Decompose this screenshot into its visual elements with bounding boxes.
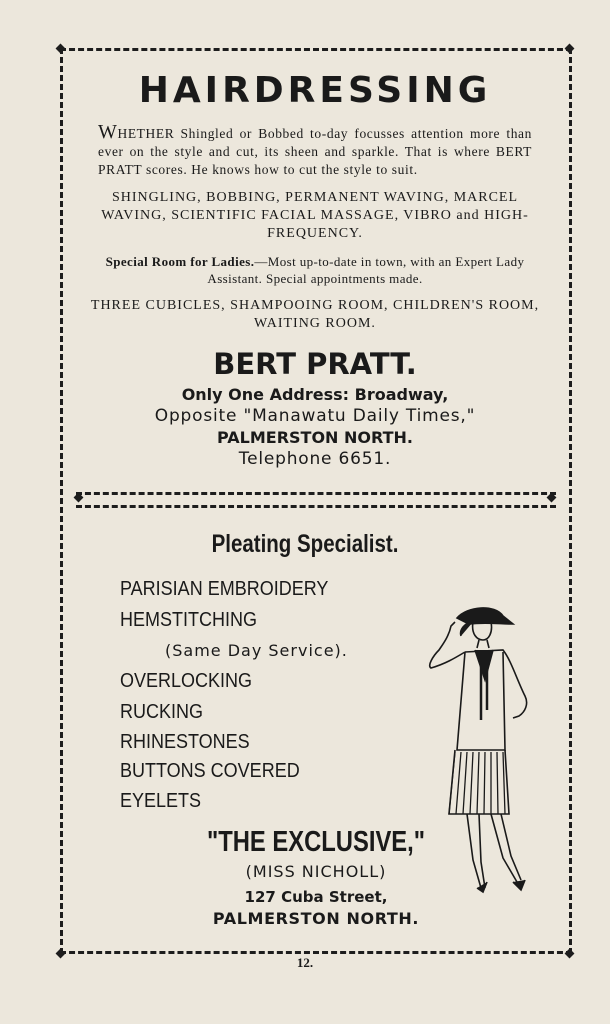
- service-item: PARISIAN EMBROIDERY: [120, 578, 329, 600]
- page-number: 12.: [296, 955, 314, 970]
- service-note: (Same Day Service).: [165, 641, 348, 660]
- rooms-list: THREE CUBICLES, SHAMPOOING ROOM, CHILDREN'S ROOM, WAITING ROOM.: [90, 298, 540, 331]
- intro-paragraph: [98, 121, 532, 179]
- opposite-line: Opposite "Manawatu Daily Times,": [154, 406, 476, 426]
- service-item: HEMSTITCHING: [120, 609, 257, 631]
- pleating-city: PALMERSTON NORTH.: [212, 909, 420, 928]
- proprietor: (MISS NICHOLL): [245, 862, 387, 881]
- ladies-room-lead: Special Room for Ladies.: [105, 254, 255, 269]
- shop-name-text: "THE EXCLUSIVE,": [206, 826, 426, 858]
- telephone-line: Telephone 6651.: [238, 449, 392, 469]
- ladies-room-note: [90, 253, 540, 287]
- section-divider: [76, 492, 556, 495]
- service-item: RHINESTONES: [120, 731, 250, 753]
- fashion-woman-illustration: [425, 600, 540, 910]
- service-item: RUCKING: [120, 701, 204, 723]
- service-item: OVERLOCKING: [120, 670, 253, 692]
- ad-title: HAIRDRESSING: [138, 70, 492, 111]
- service-item: BUTTONS COVERED: [120, 760, 300, 782]
- business-name: BERT PRATT.: [213, 347, 417, 381]
- service-item: EYELETS: [120, 790, 202, 812]
- intro-text: HETHER Shingled or Bobbed to-day focusses attention more than ever on the style and cut, its sheen and sparkle. That is where BERT PRATT scores. He knows how to cut the style to suit.: [98, 126, 532, 177]
- section-divider: [76, 505, 556, 508]
- street-address: 127 Cuba Street,: [244, 888, 388, 906]
- city-line: PALMERSTON NORTH.: [217, 428, 413, 447]
- ladies-room-text: —Most up-to-date in town, with an Expert Lady Assistant. Special appointments made.: [207, 254, 525, 286]
- hairdressing-ad: [90, 70, 540, 471]
- drop-cap: W: [98, 121, 118, 143]
- address-line: Only One Address: Broadway,: [181, 385, 449, 404]
- services-list: SHINGLING, BOBBING, PERMANENT WAVING, MARCEL WAVING, SCIENTIFIC FACIAL MASSAGE, VIBRO and HIGH-FREQUENCY.: [101, 190, 529, 241]
- pleating-title: Pleating Specialist.: [211, 530, 399, 558]
